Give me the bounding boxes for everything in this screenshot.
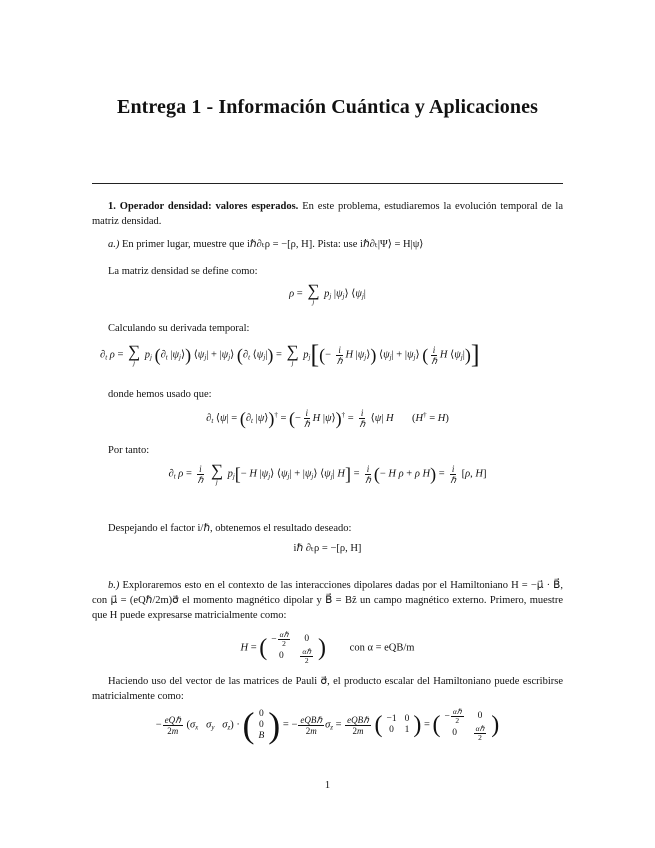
part-a-statement: [92, 237, 563, 252]
part-a-label: a.): [108, 239, 120, 250]
equation-derivative: $\partial_t$ ρ = ∑ j $p_j$ ($\partial_t$ $|\psi_j⟩$) $⟨\psi_j|$ + $|\psi_j⟩$ ($\partial_t$ $⟨\psi_j|$) = ∑ j $p_j[(-$ $\frac{i}{\text{ℏ}}$ H $|\psi_j⟩$) $⟨\psi_j|$ + $|\psi_j⟩$ ( $\frac{i}{\text{ℏ}}$ H $⟨\psi_j|$)]: [100, 340, 480, 369]
conclusion-text: Despejando el factor i/ℏ, obtenemos el resultado deseado:: [108, 523, 352, 534]
problem-heading: Operador densidad: valores esperados.: [119, 201, 299, 212]
alpha-definition: con α = eQB/m: [349, 642, 415, 654]
equation-pauli-product: − $\frac{\text{eQℏ}}{2m}$ ($\sigma_x$ $\sigma_y$ $\sigma_z$) · ( 0 0 B ) = − $\frac{\text{eQBℏ}}{2m}$ $\sigma_z$ = $\frac{\text{eQBℏ}}{2m}$ ( −1 0 0 1 ) = ( − $\frac{\text{αℏ}}{2}$ 0 0 $\frac{\text{αℏ}}{2}$ ): [155, 705, 500, 745]
document-title: Entrega 1 - Información Cuántica y Aplicaciones: [117, 96, 538, 118]
used-text: donde hemos usado que:: [108, 389, 212, 400]
problem-intro-text: En este problema, estudiaremos la evolución temporal de la matriz densidad.: [92, 201, 564, 227]
derivative-text: Calculando su derivada temporal:: [108, 323, 250, 334]
pauli-text: Haciendo uso del vector de las matrices de Pauli σ⃗, el producto escalar del Hamiltoniano puede escribirse matricialmente como:: [92, 676, 563, 702]
page-number: 1: [324, 780, 331, 791]
density-def-text: La matriz densidad se define como:: [108, 266, 258, 277]
part-a-statement-text: En primer lugar, muestre que iℏ∂ₜρ = −[ρ, H]. Pista: use iℏ∂ₜ|Ψ⟩ = H|ψ⟩: [122, 239, 424, 250]
title-divider: [92, 183, 563, 184]
result-matrix: ( − $\frac{\text{αℏ}}{2}$ 0 0 $\frac{\text{αℏ}}{2}$ ): [432, 707, 500, 742]
equation-bra-derivative: $\partial_t$ ⟨ψ| = ($\partial_t$ |ψ⟩)† = (− $\frac{i}{\text{ℏ}}$ H |ψ⟩)† = $\frac{i}{\text{ℏ}}$ ⟨ψ| H (H† = H): [206, 408, 449, 430]
part-b-statement-text: Exploraremos esto en el contexto de las interacciones dipolares dadas por el Hamiltoniano H = −μ⃗ · B⃗, con μ⃗ = (eQℏ/2m)σ⃗ el momento magnético dipolar y B⃗ = Bẑ un campo magnético externo. Primero, muestre que H puede expresarse matricialmente como:: [92, 580, 564, 621]
therefore-text: Por tanto:: [108, 445, 150, 456]
sigma-z-matrix: ( −1 0 0 1 ): [374, 712, 422, 738]
result-equation: iℏ ∂ₜρ = −[ρ, H]: [293, 543, 362, 554]
field-vector: ( 0 0 B ): [242, 705, 281, 745]
equation-therefore: $\partial_t$ ρ = $\frac{i}{\text{ℏ}}$ ∑ j $p_j[- H$ $|\psi_j⟩$ $⟨\psi_j|$ + $|\psi_j⟩$ $⟨\psi_j|$ H] = $\frac{i}{\text{ℏ}}$ (− H ρ + ρ H) = $\frac{i}{\text{ℏ}}$ [ρ, H]: [168, 461, 487, 486]
part-b-label: b.): [108, 580, 120, 591]
hamiltonian-matrix: ( − $\frac{\text{αℏ}}{2}$ 0 0 $\frac{\text{αℏ}}{2}$ ): [259, 630, 327, 665]
problem-number: 1.: [108, 201, 116, 212]
part-b-statement: [92, 578, 563, 623]
equation-hamiltonian-matrix: H = ( − $\frac{\text{αℏ}}{2}$ 0 0 $\frac{\text{αℏ}}{2}$ ) con α = eQB/m: [240, 630, 415, 665]
equation-density-def: ρ = ∑ j $p_j$ $|\psi_j⟩$ $⟨\psi_j|$: [289, 281, 366, 306]
problem-intro: [92, 199, 563, 229]
